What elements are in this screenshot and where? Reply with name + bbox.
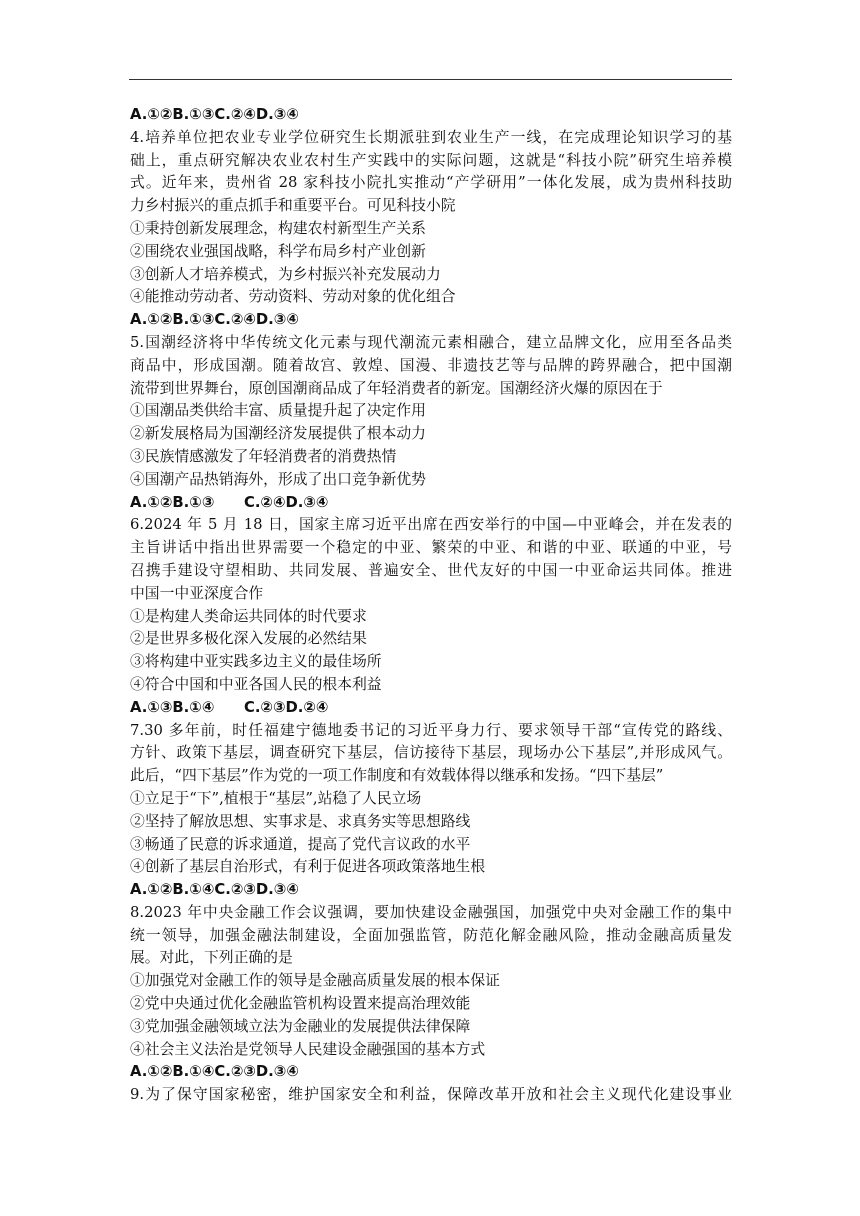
statement-choice-line: ④符合中国和中亚各国人民的根本利益 bbox=[130, 675, 382, 693]
question-stem-line: 式。近年来，贵州省 28 家科技小院扎实推动“产学研用”一体化发展，成为贵州科技助 bbox=[130, 174, 732, 192]
statement-choice-line: ③党加强金融领域立法为金融业的发展提供法律保障 bbox=[130, 1017, 471, 1035]
statement-choice-line: ①立足于“下”,植根于“基层”,站稳了人民立场 bbox=[130, 789, 422, 807]
statement-choice-line: ②围绕农业强国战略，科学布局乡村产业创新 bbox=[130, 242, 426, 260]
statement-choice-line: ③民族情感激发了年轻消费者的消费热情 bbox=[130, 447, 397, 465]
statement-choice-line: ②新发展格局为国潮经济发展提供了根本动力 bbox=[130, 425, 426, 443]
statement-choice-line: ②党中央通过优化金融监管机构设置来提高治理效能 bbox=[130, 995, 471, 1013]
answer-options-line: A.①③B.①④ C.②③D.②④ bbox=[130, 698, 329, 716]
question-stem-line: 6.2024 年 5 月 18 日，国家主席习近平出席在西安举行的中国—中亚峰会，并在发表的 bbox=[130, 516, 732, 534]
statement-choice-line: ③将构建中亚实践多边主义的最佳场所 bbox=[130, 653, 382, 671]
answer-options-line: A.①②B.①③C.②④D.③④ bbox=[130, 106, 299, 123]
statement-choice-line: ③畅通了民意的诉求通道，提高了党代言议政的水平 bbox=[130, 835, 471, 853]
statement-choice-line: ②是世界多极化深入发展的必然结果 bbox=[130, 630, 367, 648]
statement-choice-line: ④国潮产品热销海外，形成了出口竞争新优势 bbox=[130, 470, 426, 488]
question-stem-line: 础上，重点研究解决农业农村生产实践中的实际问题，这就是“科技小院”研究生培养模 bbox=[130, 151, 732, 169]
question-stem-line: 商品中，形成国潮。随着故宫、敦煌、国漫、非遗技艺等与品牌的跨界融合，把中国潮 bbox=[130, 356, 732, 374]
answer-options-line: A.①②B.①③ C.②④D.③④ bbox=[130, 493, 329, 511]
statement-choice-line: ①加强党对金融工作的领导是金融高质量发展的根本保证 bbox=[130, 972, 500, 990]
question-stem-line: 中国一中亚深度合作 bbox=[130, 584, 264, 602]
answer-options-line: A.①②B.①④C.②③D.③④ bbox=[130, 1063, 299, 1081]
exam-page-content bbox=[130, 104, 732, 1107]
question-stem-line: 力乡村振兴的重点抓手和重要平台。可见科技小院 bbox=[130, 197, 456, 215]
statement-choice-line: ①国潮品类供给丰富、质量提升起了决定作用 bbox=[130, 402, 426, 420]
statement-choice-line: ①秉持创新发展理念，构建农村新型生产关系 bbox=[130, 219, 426, 237]
statement-choice-line: ④能推动劳动者、劳动资料、劳动对象的优化组合 bbox=[130, 288, 456, 306]
question-stem-line: 展。对此，下列正确的是 bbox=[130, 949, 293, 967]
question-stem-line: 召携手建设守望相助、共同发展、普遍安全、世代友好的中国一中亚命运共同体。推进 bbox=[130, 561, 732, 579]
statement-choice-line: ①是构建人类命运共同体的时代要求 bbox=[130, 607, 367, 625]
question-stem-line: 统一领导，加强金融法制建设，全面加强监管，防范化解金融风险，推动金融高质量发 bbox=[130, 926, 732, 944]
question-stem-line: 7.30 多年前，时任福建宁德地委书记的习近平身力行、要求领导干部“宣传党的路线、 bbox=[130, 721, 732, 739]
answer-options-line: A.①②B.①④C.②③D.③④ bbox=[130, 881, 299, 899]
question-stem-line: 8.2023 年中央金融工作会议强调，要加快建设金融强国，加强党中央对金融工作的集中 bbox=[130, 903, 732, 921]
question-stem-line: 流带到世界舞台，原创国潮商品成了年轻消费者的新宠。国潮经济火爆的原因在于 bbox=[130, 379, 663, 397]
statement-choice-line: ③创新人才培养模式，为乡村振兴补充发展动力 bbox=[130, 265, 441, 283]
question-stem-line: 方针、政策下基层，调查研究下基层，信访接待下基层，现场办公下基层”,并形成风气。 bbox=[130, 744, 732, 762]
statement-choice-line: ④社会主义法治是党领导人民建设金融强国的基本方式 bbox=[130, 1040, 486, 1058]
statement-choice-line: ④创新了基层自治形式，有利于促进各项政策落地生根 bbox=[130, 858, 486, 876]
question-stem-line: 4.培养单位把农业专业学位研究生长期派驻到农业生产一线，在完成理论知识学习的基 bbox=[130, 128, 732, 146]
statement-choice-line: ②坚持了解放思想、实事求是、求真务实等思想路线 bbox=[130, 812, 471, 830]
question-stem-line: 9.为了保守国家秘密，维护国家安全和利益，保障改革开放和社会主义现代化建设事业 bbox=[130, 1086, 732, 1104]
answer-options-line: A.①②B.①③C.②④D.③④ bbox=[130, 311, 299, 329]
question-stem-line: 主旨讲话中指出世界需要一个稳定的中亚、繁荣的中亚、和谐的中亚、联通的中亚，号 bbox=[130, 539, 732, 557]
question-stem-line: 5.国潮经济将中华传统文化元素与现代潮流元素相融合，建立品牌文化，应用至各品类 bbox=[130, 333, 732, 351]
header-rule bbox=[129, 79, 732, 80]
question-stem-line: 此后，“四下基层”作为党的一项工作制度和有效载体得以继承和发扬。“四下基层” bbox=[130, 767, 664, 785]
